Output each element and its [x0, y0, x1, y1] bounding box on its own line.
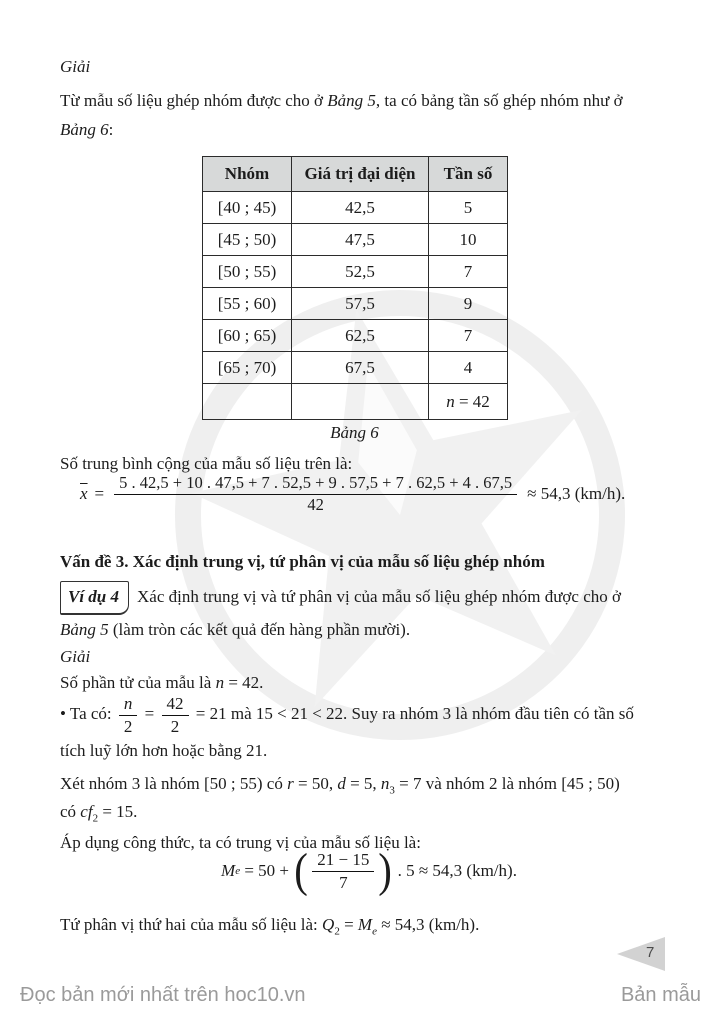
solution-label-1: Giải	[60, 57, 91, 76]
Me-subscript-2: e	[372, 925, 377, 938]
intro-text-1: Từ mẫu số liệu ghép nhóm được cho ở	[60, 91, 328, 110]
group-text-4: = 7 và nhóm 2 là nhóm [45 ; 50)	[394, 774, 620, 793]
cf2-variable: cf	[80, 802, 93, 821]
quartile-eq: =	[339, 915, 358, 934]
median-formula: M e = 50 + ( $\frac{21 - 15}{7}$ ) . 5 ≈ 54,3 (km/h).	[221, 843, 517, 897]
group-text-3: = 5,	[345, 774, 381, 793]
median-rank-paragraph	[60, 694, 678, 765]
frac-den-2: 2	[123, 716, 133, 736]
cell-group: [60 ; 65)	[203, 320, 292, 352]
intro-colon: :	[108, 120, 114, 139]
cell-group: [50 ; 55)	[203, 256, 292, 288]
table-row	[203, 224, 508, 256]
table-header-row	[203, 157, 508, 192]
table-caption: Bảng 6	[330, 423, 379, 442]
col-header-gia-tri: Giá trị đại diện	[292, 157, 429, 192]
n-over-2-fraction	[119, 694, 138, 736]
table-total-row	[203, 384, 508, 420]
frequency-table	[202, 156, 508, 420]
solution-label-2: Giải	[60, 647, 91, 666]
sample-size-line	[60, 668, 263, 697]
Q2-subscript: 2	[334, 925, 340, 938]
cell-group: [65 ; 70)	[203, 352, 292, 384]
cell-frequency: 10	[429, 224, 508, 256]
group-text-5: có	[60, 802, 81, 821]
mean-numerator: 5 . 42,5 + 10 . 47,5 + 7 . 52,5 + 9 . 57,5 + 7 . 62,5 + 4 . 67,5	[114, 474, 517, 495]
table-row	[203, 288, 508, 320]
col-header-tan-so: Tần số	[429, 157, 508, 192]
quartile-line	[60, 910, 479, 939]
cell-rep-value: 62,5	[292, 320, 429, 352]
intro-text-2: , ta có bảng tần số ghép nhóm như ở	[375, 91, 623, 110]
group-analysis-paragraph	[60, 770, 678, 826]
col-header-nhom: Nhóm	[203, 157, 292, 192]
table-ref-bang5: Bảng 5	[327, 91, 376, 110]
frac-num-n: n	[119, 694, 138, 716]
cell-group: [45 ; 50)	[203, 224, 292, 256]
table-row	[203, 320, 508, 352]
d-variable: d	[337, 774, 346, 793]
table-row	[203, 256, 508, 288]
footer-site-link[interactable]: Đọc bản mới nhất trên hoc10.vn	[20, 984, 306, 1006]
mean-formula	[80, 474, 625, 515]
page-number-triangle	[617, 937, 665, 971]
intro-paragraph	[60, 86, 676, 144]
n3-variable: n	[380, 774, 390, 793]
mean-denominator: 42	[307, 494, 324, 514]
group-text-2: = 50,	[293, 774, 338, 793]
Me-variable-2: M	[357, 915, 373, 934]
example-text-2: (làm tròn các kết quả đến hàng phần mười).	[108, 620, 411, 639]
equals-21: = 21	[191, 703, 231, 723]
cell-empty	[203, 384, 292, 420]
r-variable: r	[287, 774, 294, 793]
cf2-subscript: 2	[92, 812, 99, 825]
cell-frequency: 7	[429, 320, 508, 352]
table-row	[203, 352, 508, 384]
table-row	[203, 192, 508, 224]
median-eq: = 50 +	[240, 861, 294, 881]
apply-formula-label: Áp dụng công thức, ta có trung vị của mẫu số liệu là:	[60, 833, 421, 852]
median-frac-den: 7	[339, 872, 348, 892]
cell-frequency: 7	[429, 256, 508, 288]
example-paragraph	[60, 581, 676, 645]
cell-group: [40 ; 45)	[203, 192, 292, 224]
cell-empty	[292, 384, 429, 420]
equals-1: =	[140, 703, 159, 723]
frac-num-42: 42	[162, 694, 189, 716]
median-result: . 5 ≈ 54,3 (km/h).	[393, 861, 517, 881]
cell-rep-value: 52,5	[292, 256, 429, 288]
n3-subscript: 3	[389, 784, 395, 797]
42-over-2-fraction	[162, 694, 189, 736]
total-var: n	[446, 391, 455, 411]
page-number: 7	[646, 944, 655, 961]
quartile-result: ≈ 54,3 (km/h).	[376, 915, 480, 934]
cell-frequency: 9	[429, 288, 508, 320]
cell-rep-value: 42,5	[292, 192, 429, 224]
viewer-footer	[0, 982, 721, 1024]
inequality-text: mà 15 < 21 < 22. Suy ra nhóm 3 là nhóm đầu tiên có tần số	[230, 703, 634, 723]
cell-rep-value: 67,5	[292, 352, 429, 384]
sample-size-text: Số phần tử của mẫu là	[60, 673, 216, 692]
section-heading: Vấn đề 3. Xác định trung vị, tứ phân vị của mẫu số liệu ghép nhóm	[60, 552, 545, 571]
example-text-1: Xác định trung vị và tứ phân vị của mẫu số liệu ghép nhóm được cho ở	[137, 587, 621, 606]
n-variable: n	[215, 673, 225, 692]
frac-den-2b: 2	[170, 716, 180, 736]
group-text-1: Xét nhóm 3 là nhóm [50 ; 55) có	[60, 774, 288, 793]
example-tag: Ví dụ 4	[60, 581, 129, 615]
close-paren: )	[378, 843, 393, 897]
footer-sample-label: Bản mẫu	[620, 984, 701, 1006]
cell-rep-value: 57,5	[292, 288, 429, 320]
table-ref-bang6: Bảng 6	[60, 120, 109, 139]
quartile-text: Tứ phân vị thứ hai của mẫu số liệu là:	[60, 915, 323, 934]
taco-text: Ta có:	[65, 703, 116, 723]
cumulative-text: tích luỹ lớn hơn hoặc bằng 21.	[60, 741, 268, 761]
mean-fraction	[114, 474, 517, 515]
Q2-variable: Q	[322, 915, 335, 934]
open-paren: (	[294, 843, 309, 897]
median-fraction	[312, 850, 374, 892]
median-frac-num: 21 − 15	[312, 850, 374, 872]
cell-total	[429, 384, 508, 420]
cell-frequency: 4	[429, 352, 508, 384]
mean-label: Số trung bình cộng của mẫu số liệu trên là:	[60, 454, 353, 473]
Me-variable: M	[221, 861, 236, 881]
group-text-6: = 15.	[98, 802, 138, 821]
example-ref-bang5: Bảng 5	[60, 620, 109, 639]
sample-size-value: = 42.	[224, 673, 264, 692]
cell-rep-value: 47,5	[292, 224, 429, 256]
equals-sign: =	[94, 484, 105, 504]
xbar-variable: $\overline{x}$	[80, 484, 88, 504]
cell-frequency: 5	[429, 192, 508, 224]
cell-group: [55 ; 60)	[203, 288, 292, 320]
mean-result: ≈ 54,3 (km/h).	[527, 484, 626, 504]
total-value: = 42	[454, 391, 490, 411]
bullet-marker: •	[60, 703, 66, 723]
